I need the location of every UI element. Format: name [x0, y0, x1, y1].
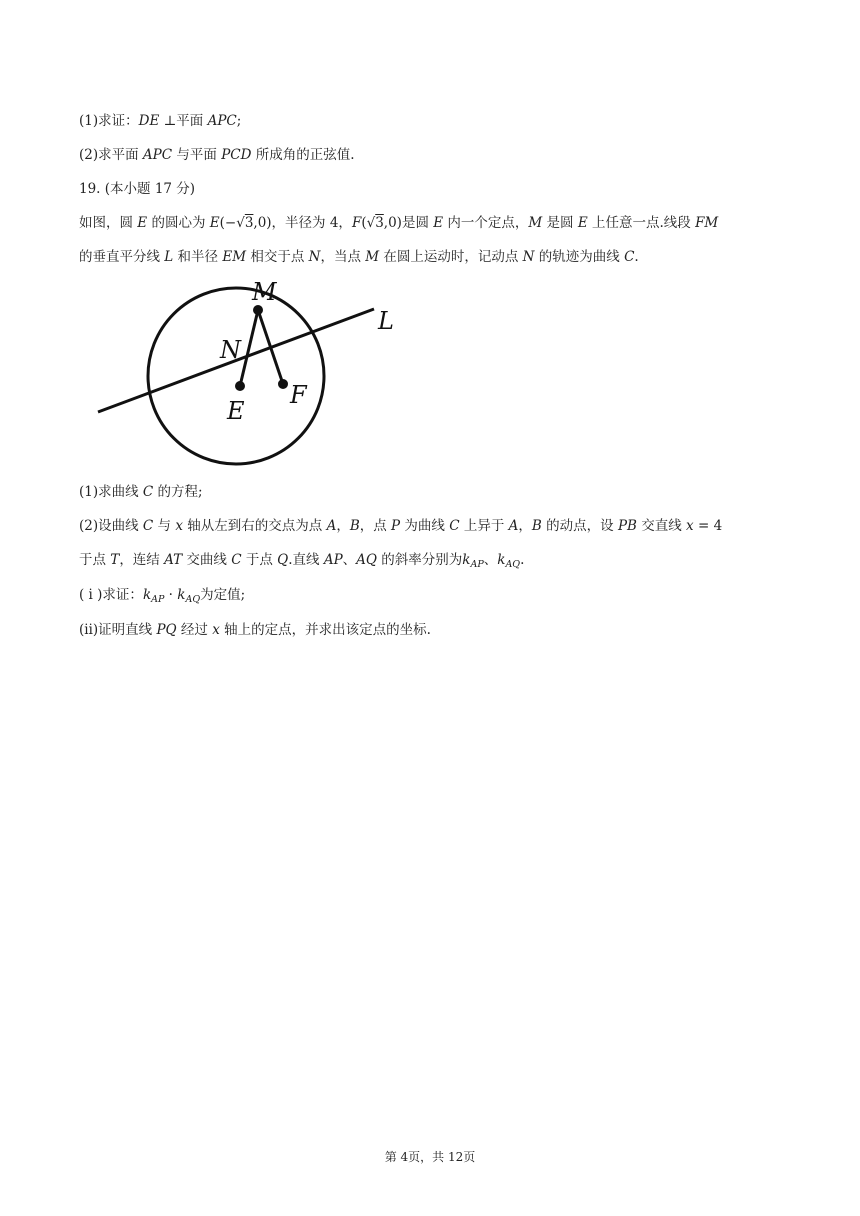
q19-stem-line1: 如图，圆 E 的圆心为 E(−√3,0)，半径为 4，F(√3,0)是圆 E 内一个定点，M 是圆 E 上任意一点.线段 FM	[79, 215, 719, 231]
point-e	[235, 381, 245, 391]
q19-sub-i: ( ⅰ )求证：$k_{AP} \cdot k_{AQ}$为定值;	[79, 587, 246, 605]
label-n: N	[220, 336, 241, 364]
q19-header: 19. (本小题 17 分)	[79, 181, 196, 197]
q19-sub-ii: (ⅱ)证明直线 PQ 经过 x 轴上的定点，并求出该定点的坐标.	[79, 622, 431, 638]
q18-part1: (1)求证：DE ⊥平面 APC;	[79, 113, 242, 129]
label-e: E	[227, 397, 245, 425]
segment-fm	[258, 310, 283, 384]
q19-part1: (1)求曲线 C 的方程;	[79, 484, 203, 500]
point-m	[253, 305, 263, 315]
label-m: M	[252, 278, 277, 306]
circle-figure	[90, 276, 410, 472]
q19-part2-line1: (2)设曲线 C 与 x 轴从左到右的交点为点 A，B，点 P 为曲线 C 上异于 A，B 的动点，设 PB 交直线 x = 4	[79, 518, 723, 534]
q19-part2-line2: 于点 T，连结 AT 交曲线 C 于点 Q.直线 AP、AQ 的斜率分别为$k_{AP}$、$k_{AQ}$.	[79, 552, 525, 570]
label-f: F	[290, 381, 307, 409]
radius-em	[240, 310, 258, 386]
q19-stem-line2: 的垂直平分线 L 和半径 EM 相交于点 N，当点 M 在圆上运动时，记动点 N 的轨迹为曲线 C.	[79, 249, 639, 265]
page-footer: 第 4页，共 12页	[384, 1150, 476, 1164]
circle-e	[148, 288, 324, 464]
q18-part2: (2)求平面 APC 与平面 PCD 所成角的正弦值.	[79, 147, 355, 163]
label-l: L	[378, 307, 394, 335]
point-f	[278, 379, 288, 389]
